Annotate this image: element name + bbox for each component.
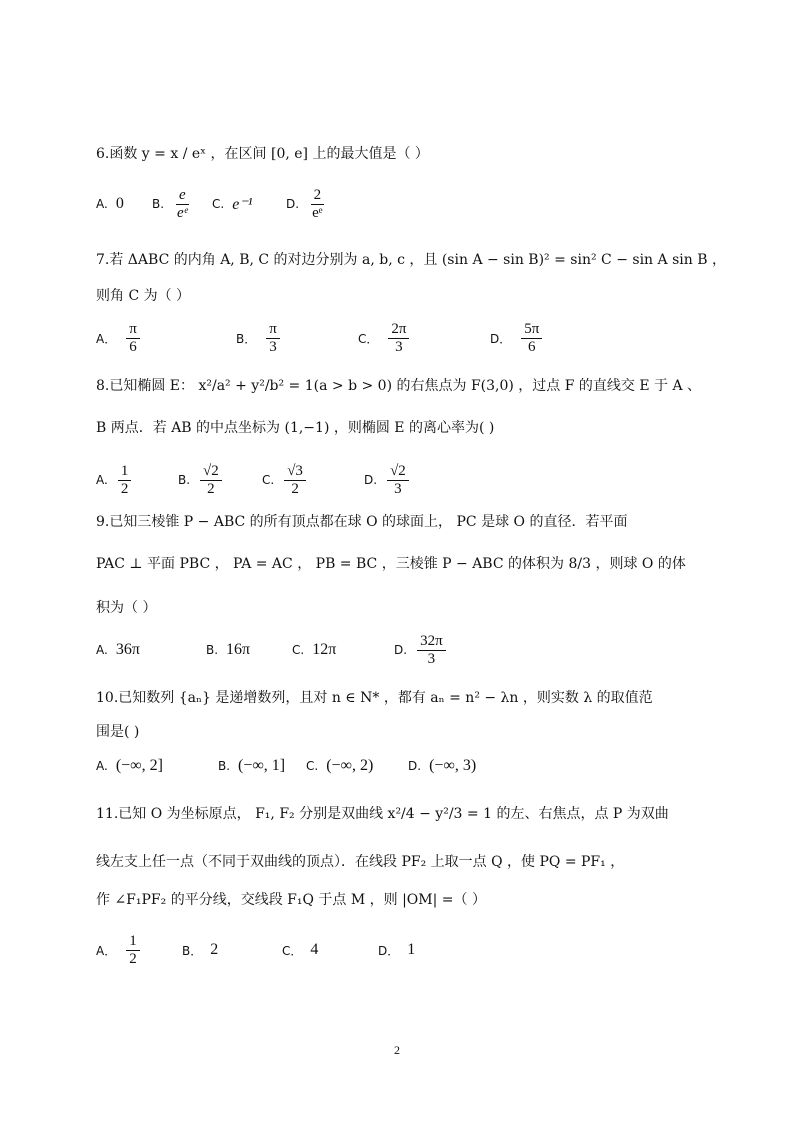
option-d (286, 184, 328, 224)
numerator: e (176, 187, 189, 205)
option-value: 1 (407, 941, 416, 958)
option-b (152, 184, 193, 224)
question-7-text-cont: 则角 C 为（ ） (96, 288, 191, 304)
numerator: 1 (118, 463, 132, 481)
question-11-options (96, 930, 716, 970)
fraction (284, 463, 306, 498)
question-9-text-cont2: 积为（ ） (96, 600, 157, 616)
option-label: A. (96, 473, 108, 487)
question-6-options (96, 184, 716, 224)
numerator: √2 (387, 463, 409, 481)
fraction (521, 321, 542, 356)
option-label: B. (152, 197, 165, 211)
denominator: eᵉ (177, 204, 188, 221)
option-value: 0 (115, 195, 124, 212)
option-label: B. (178, 473, 191, 487)
option-value: 2 (210, 941, 219, 958)
option-value: 12π (312, 641, 337, 658)
option-b (206, 630, 250, 670)
option-a (96, 184, 124, 224)
option-a (96, 460, 133, 500)
numerator: 5π (521, 321, 542, 339)
option-label: D． (490, 331, 512, 346)
option-label: A. (96, 759, 108, 773)
denominator: 3 (395, 338, 403, 355)
option-label: C. (262, 473, 275, 487)
numerator: π (126, 321, 140, 339)
question-7-text: 7.若 ΔABC 的内角 A, B, C 的对边分别为 a, b, c ，且 (sin A − sin B)² = sin² C − sin A sin B ， (96, 252, 726, 268)
numerator: 2 (311, 187, 325, 205)
option-label: C. (292, 643, 305, 657)
denominator: eᵉ (312, 204, 323, 221)
option-a (96, 318, 142, 358)
denominator: 3 (269, 338, 277, 355)
question-8-text: 8.已知椭圆 E： x²/a² + y²/b² = 1(a > b > 0) 的右焦点为 F(3,0) ，过点 F 的直线交 E 于 A 、 (96, 378, 702, 394)
fraction (266, 321, 280, 356)
option-label: D. (394, 643, 408, 657)
option-value: (−∞, 1] (238, 757, 286, 774)
option-label: B． (182, 943, 203, 958)
option-value: 16π (226, 641, 251, 658)
numerator: √3 (284, 463, 306, 481)
question-11-text-cont: 线左支上任一点（不同于双曲线的顶点）．在线段 PF₂ 上取一点 Q ，使 PQ = PF₁ ， (96, 854, 625, 870)
denominator: 3 (394, 480, 402, 497)
option-c (306, 746, 373, 786)
option-label: A. (96, 197, 108, 211)
option-label: D． (378, 943, 400, 958)
option-d (394, 630, 448, 670)
question-11-text: 11.已知 O 为坐标原点， F₁, F₂ 分别是双曲线 x²/4 − y²/3 = 1 的左、右焦点，点 P 为双曲 (96, 806, 669, 822)
question-9-text-cont: PAC ⊥ 平面 PBC ， PA = AC ， PB = BC ，三棱锥 P − ABC 的体积为 8/3 ，则球 O 的体 (96, 556, 686, 572)
question-6-text: 6.函数 y = x / eˣ ，在区间 [0, e] 上的最大值是（ ） (96, 146, 429, 162)
option-label: A. (96, 643, 108, 657)
option-label: B. (218, 759, 231, 773)
option-value: (−∞, 2] (115, 757, 163, 774)
option-b (218, 746, 285, 786)
page-number: 2 (394, 1043, 400, 1057)
option-c (292, 630, 336, 670)
question-9-text: 9.已知三棱锥 P − ABC 的所有顶点都在球 O 的球面上， PC 是球 O 的直径．若平面 (96, 514, 628, 530)
question-8-options (96, 460, 716, 500)
question-9-options (96, 630, 716, 670)
option-c (212, 184, 253, 224)
option-value: (−∞, 3) (429, 757, 477, 774)
fraction (309, 187, 326, 222)
option-value: e⁻¹ (232, 196, 253, 213)
fraction (387, 463, 409, 498)
fraction (126, 933, 140, 968)
option-label: B． (236, 331, 257, 346)
numerator: 1 (126, 933, 140, 951)
denominator: 3 (427, 650, 436, 667)
fraction (388, 321, 409, 356)
denominator: 6 (129, 338, 137, 355)
fraction (118, 463, 132, 498)
numerator: 32π (417, 633, 446, 651)
option-label: D. (408, 759, 422, 773)
option-label: C. (212, 197, 225, 211)
option-d (490, 318, 544, 358)
option-label: C. (306, 759, 319, 773)
denominator: 2 (129, 950, 137, 967)
option-label: D. (364, 473, 378, 487)
option-a (96, 630, 140, 670)
option-c (262, 460, 308, 500)
denominator: 2 (291, 480, 299, 497)
option-label: C． (282, 943, 303, 958)
option-label: A． (96, 331, 117, 346)
option-b (182, 930, 218, 970)
denominator: 2 (120, 480, 129, 497)
option-label: C． (358, 331, 379, 346)
numerator: 2π (388, 321, 409, 339)
denominator: 2 (207, 480, 215, 497)
fraction (174, 187, 191, 222)
numerator: √2 (200, 463, 222, 481)
numerator: π (266, 321, 280, 339)
option-label: D. (286, 197, 300, 211)
option-value: 4 (310, 941, 319, 958)
option-c (358, 318, 411, 358)
option-d (378, 930, 415, 970)
option-value: (−∞, 2) (326, 757, 374, 774)
fraction (200, 463, 222, 498)
question-11-text-cont2: 作 ∠F₁PF₂ 的平分线，交线段 F₁Q 于点 M ，则 |OM| =（ ） (96, 892, 486, 908)
option-a (96, 930, 142, 970)
question-8-text-cont: B 两点．若 AB 的中点坐标为 (1,−1) ，则椭圆 E 的离心率为( ) (96, 420, 495, 436)
option-a (96, 746, 163, 786)
fraction (126, 321, 140, 356)
option-b (178, 460, 224, 500)
option-b (236, 318, 282, 358)
option-d (364, 460, 411, 500)
question-10-text-cont: 围是( ) (96, 724, 140, 740)
question-10-text: 10.已知数列 {aₙ} 是递增数列，且对 n ∈ N* ，都有 aₙ = n² − λn ，则实数 λ 的取值范 (96, 690, 653, 706)
fraction (417, 633, 446, 668)
question-10-options (96, 746, 716, 786)
question-7-options (96, 318, 716, 358)
option-label: A． (96, 943, 117, 958)
option-c (282, 930, 318, 970)
option-value: 36π (115, 641, 140, 658)
option-label: B. (206, 643, 219, 657)
denominator: 6 (528, 338, 536, 355)
option-d (408, 746, 476, 786)
